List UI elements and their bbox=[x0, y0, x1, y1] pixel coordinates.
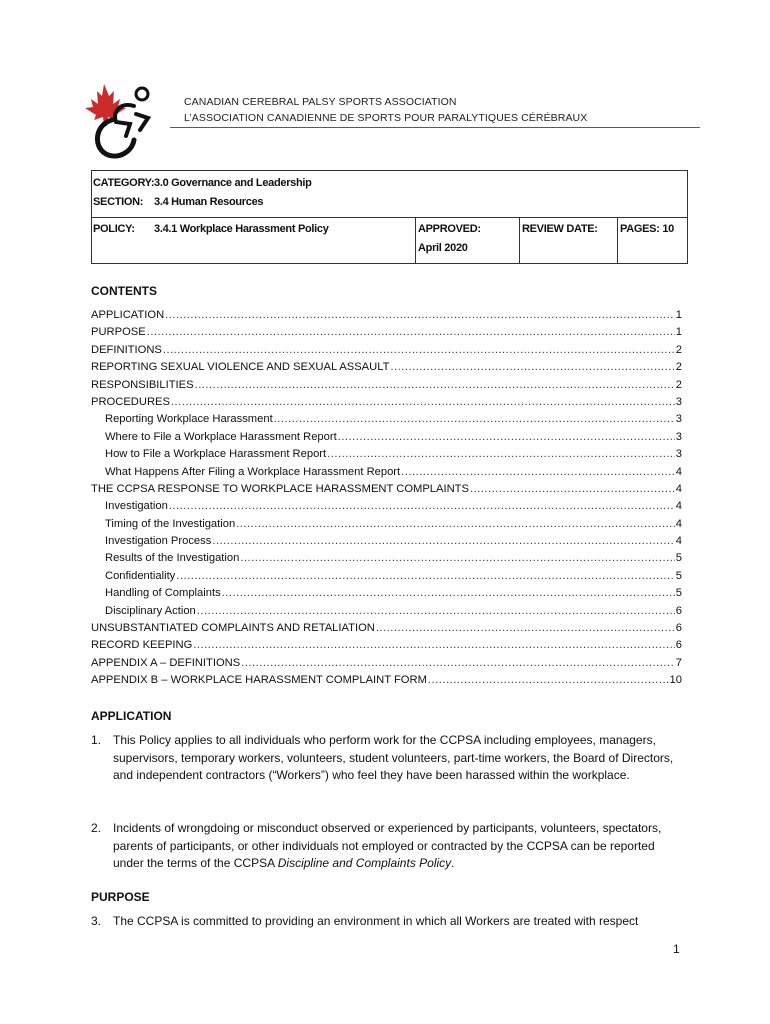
toc-entry-title: Handling of Complaints bbox=[105, 587, 221, 600]
toc-entry[interactable] bbox=[91, 533, 682, 550]
toc-dot-leader bbox=[193, 637, 674, 654]
toc-dot-leader bbox=[163, 342, 675, 359]
toc-entry[interactable] bbox=[91, 429, 682, 446]
toc-entry-page: 5 bbox=[675, 569, 682, 582]
toc-entry[interactable] bbox=[91, 446, 682, 463]
section-value: 3.4 Human Resources bbox=[154, 196, 264, 208]
toc-entry[interactable] bbox=[91, 550, 682, 567]
application-heading: APPLICATION bbox=[91, 709, 172, 723]
toc-entry[interactable] bbox=[91, 464, 682, 481]
toc-entry[interactable] bbox=[91, 585, 682, 602]
table-of-contents bbox=[91, 307, 682, 690]
toc-dot-leader bbox=[165, 307, 675, 324]
toc-dot-leader bbox=[274, 411, 675, 428]
toc-entry-page: 4 bbox=[675, 535, 682, 548]
contents-title: CONTENTS bbox=[91, 284, 157, 298]
toc-entry-title: UNSUBSTANTIATED COMPLAINTS AND RETALIATION bbox=[91, 622, 375, 635]
section-label: SECTION: bbox=[93, 196, 144, 208]
toc-dot-leader bbox=[327, 446, 675, 463]
policy-info-table bbox=[91, 170, 688, 264]
toc-entry-title: Reporting Workplace Harassment bbox=[105, 413, 273, 426]
paragraph-text: This Policy applies to all individuals who perform work for the CCPSA including employees, managers, supervisors, temporary workers, volunteers, student volunteers, part-time workers, the Board of Directors, and independent contractors (“Workers”) who feel they have been harassed within the workplace. bbox=[113, 733, 674, 782]
paragraph-number: 1. bbox=[91, 733, 102, 747]
approved-value: April 2020 bbox=[418, 242, 468, 254]
toc-dot-leader bbox=[171, 394, 675, 411]
toc-entry-page: 10 bbox=[669, 674, 682, 687]
toc-entry[interactable] bbox=[91, 672, 682, 689]
toc-entry-page: 4 bbox=[675, 517, 682, 530]
toc-dot-leader bbox=[240, 550, 674, 567]
toc-entry-page: 1 bbox=[675, 309, 682, 321]
toc-entry[interactable] bbox=[91, 307, 682, 324]
page-number: 1 bbox=[673, 942, 680, 956]
paragraph-number: 2. bbox=[91, 821, 102, 835]
toc-entry-title: Investigation bbox=[105, 500, 168, 513]
toc-dot-leader bbox=[470, 481, 675, 498]
toc-entry-title: REPORTING SEXUAL VIOLENCE AND SEXUAL ASSAULT bbox=[91, 361, 390, 374]
pages-label: PAGES: 10 bbox=[620, 223, 674, 235]
table-column-divider bbox=[617, 217, 618, 263]
toc-entry[interactable] bbox=[91, 498, 682, 515]
header-divider bbox=[170, 127, 700, 128]
toc-entry-title: Disciplinary Action bbox=[105, 604, 196, 617]
toc-entry[interactable] bbox=[91, 637, 682, 654]
toc-dot-leader bbox=[376, 620, 675, 637]
toc-entry[interactable] bbox=[91, 377, 682, 394]
toc-entry-title: APPLICATION bbox=[91, 309, 165, 321]
toc-entry-page: 2 bbox=[675, 361, 682, 374]
toc-entry-title: DEFINITIONS bbox=[91, 343, 162, 356]
toc-entry-page: 5 bbox=[675, 587, 682, 600]
toc-entry-page: 1 bbox=[675, 326, 682, 339]
toc-dot-leader bbox=[390, 359, 674, 376]
toc-entry-title: RESPONSIBILITIES bbox=[91, 378, 194, 391]
paragraph-text bbox=[113, 820, 681, 873]
toc-dot-leader bbox=[236, 516, 675, 533]
toc-entry-page: 3 bbox=[675, 448, 682, 461]
toc-dot-leader bbox=[147, 324, 675, 341]
purpose-heading: PURPOSE bbox=[91, 890, 150, 904]
toc-entry-title: What Happens After Filing a Workplace Harassment Report bbox=[105, 465, 401, 478]
toc-entry[interactable] bbox=[91, 620, 682, 637]
organization-name-en: CANADIAN CEREBRAL PALSY SPORTS ASSOCIATION bbox=[184, 96, 457, 108]
toc-entry[interactable] bbox=[91, 411, 682, 428]
toc-entry-title: Confidentiality bbox=[105, 569, 176, 582]
paragraph-text-part: Incidents of wrongdoing or misconduct observed or experienced by participants, volunteers, spectators, parents of participants, or other individuals not employed or contracted by the CCPSA can be reported under the terms of the CCPSA bbox=[113, 821, 662, 870]
paragraph-3 bbox=[91, 913, 681, 931]
toc-entry-title: APPENDIX A – DEFINITIONS bbox=[91, 656, 241, 669]
toc-entry[interactable] bbox=[91, 603, 682, 620]
paragraph-2 bbox=[91, 820, 681, 873]
toc-dot-leader bbox=[241, 655, 675, 672]
toc-dot-leader bbox=[212, 533, 674, 550]
toc-dot-leader bbox=[169, 498, 675, 515]
maple-leaf-wheelchair-logo-icon bbox=[82, 80, 158, 164]
review-date-label: REVIEW DATE: bbox=[522, 223, 598, 235]
toc-dot-leader bbox=[428, 672, 669, 689]
toc-entry-page: 6 bbox=[675, 622, 682, 635]
toc-entry-page: 4 bbox=[675, 465, 682, 478]
toc-entry-title: Results of the Investigation bbox=[105, 552, 240, 565]
toc-entry-page: 4 bbox=[675, 482, 682, 495]
toc-entry[interactable] bbox=[91, 481, 682, 498]
policy-reference: Discipline and Complaints Policy bbox=[277, 856, 452, 870]
policy-value: 3.4.1 Workplace Harassment Policy bbox=[154, 223, 329, 235]
toc-entry[interactable] bbox=[91, 516, 682, 533]
toc-entry-page: 6 bbox=[675, 604, 682, 617]
toc-entry[interactable] bbox=[91, 359, 682, 376]
table-column-divider bbox=[519, 217, 520, 263]
toc-entry-page: 3 bbox=[675, 413, 682, 426]
toc-dot-leader bbox=[176, 568, 674, 585]
toc-entry-title: How to File a Workplace Harassment Report bbox=[105, 448, 327, 461]
toc-entry-page: 2 bbox=[675, 343, 682, 356]
toc-entry-title: PROCEDURES bbox=[91, 395, 170, 408]
table-column-divider bbox=[415, 217, 416, 263]
toc-entry-title: THE CCPSA RESPONSE TO WORKPLACE HARASSMENT COMPLAINTS bbox=[91, 482, 469, 495]
toc-entry[interactable] bbox=[91, 655, 682, 672]
table-divider bbox=[92, 217, 687, 218]
toc-dot-leader bbox=[197, 603, 675, 620]
toc-dot-leader bbox=[401, 464, 675, 481]
toc-entry[interactable] bbox=[91, 324, 682, 341]
toc-entry-title: Where to File a Workplace Harassment Report bbox=[105, 430, 337, 443]
approved-label: APPROVED: bbox=[418, 223, 481, 235]
toc-entry-title: Timing of the Investigation bbox=[105, 517, 236, 530]
toc-entry-page: 3 bbox=[675, 395, 682, 408]
toc-entry-page: 3 bbox=[675, 430, 682, 443]
category-value: 3.0 Governance and Leadership bbox=[154, 177, 312, 189]
toc-dot-leader bbox=[222, 585, 675, 602]
toc-dot-leader bbox=[338, 429, 675, 446]
toc-entry-page: 7 bbox=[675, 656, 682, 669]
toc-entry-page: 5 bbox=[675, 552, 682, 565]
toc-entry-title: RECORD KEEPING bbox=[91, 639, 193, 652]
organization-name-fr: L’ASSOCIATION CANADIENNE DE SPORTS POUR PARALYTIQUES CÉRÉBRAUX bbox=[184, 112, 588, 124]
paragraph-text-part: . bbox=[451, 856, 455, 870]
paragraph-text: The CCPSA is committed to providing an environment in which all Workers are treated with respect bbox=[113, 914, 639, 928]
toc-entry[interactable] bbox=[91, 394, 682, 411]
organization-name bbox=[184, 94, 587, 126]
toc-entry[interactable] bbox=[91, 342, 682, 359]
toc-entry-page: 2 bbox=[675, 378, 682, 391]
toc-dot-leader bbox=[195, 377, 675, 394]
toc-entry-page: 4 bbox=[675, 500, 682, 513]
category-label: CATEGORY: bbox=[93, 177, 155, 189]
toc-entry-title: APPENDIX B – WORKPLACE HARASSMENT COMPLAINT FORM bbox=[91, 674, 427, 687]
policy-label: POLICY: bbox=[93, 223, 135, 235]
paragraph-number: 3. bbox=[91, 914, 102, 928]
paragraph-1 bbox=[91, 732, 681, 785]
toc-entry-page: 6 bbox=[675, 639, 682, 652]
toc-entry-title: PURPOSE bbox=[91, 326, 146, 339]
toc-entry-title: Investigation Process bbox=[105, 535, 212, 548]
toc-entry[interactable] bbox=[91, 568, 682, 585]
